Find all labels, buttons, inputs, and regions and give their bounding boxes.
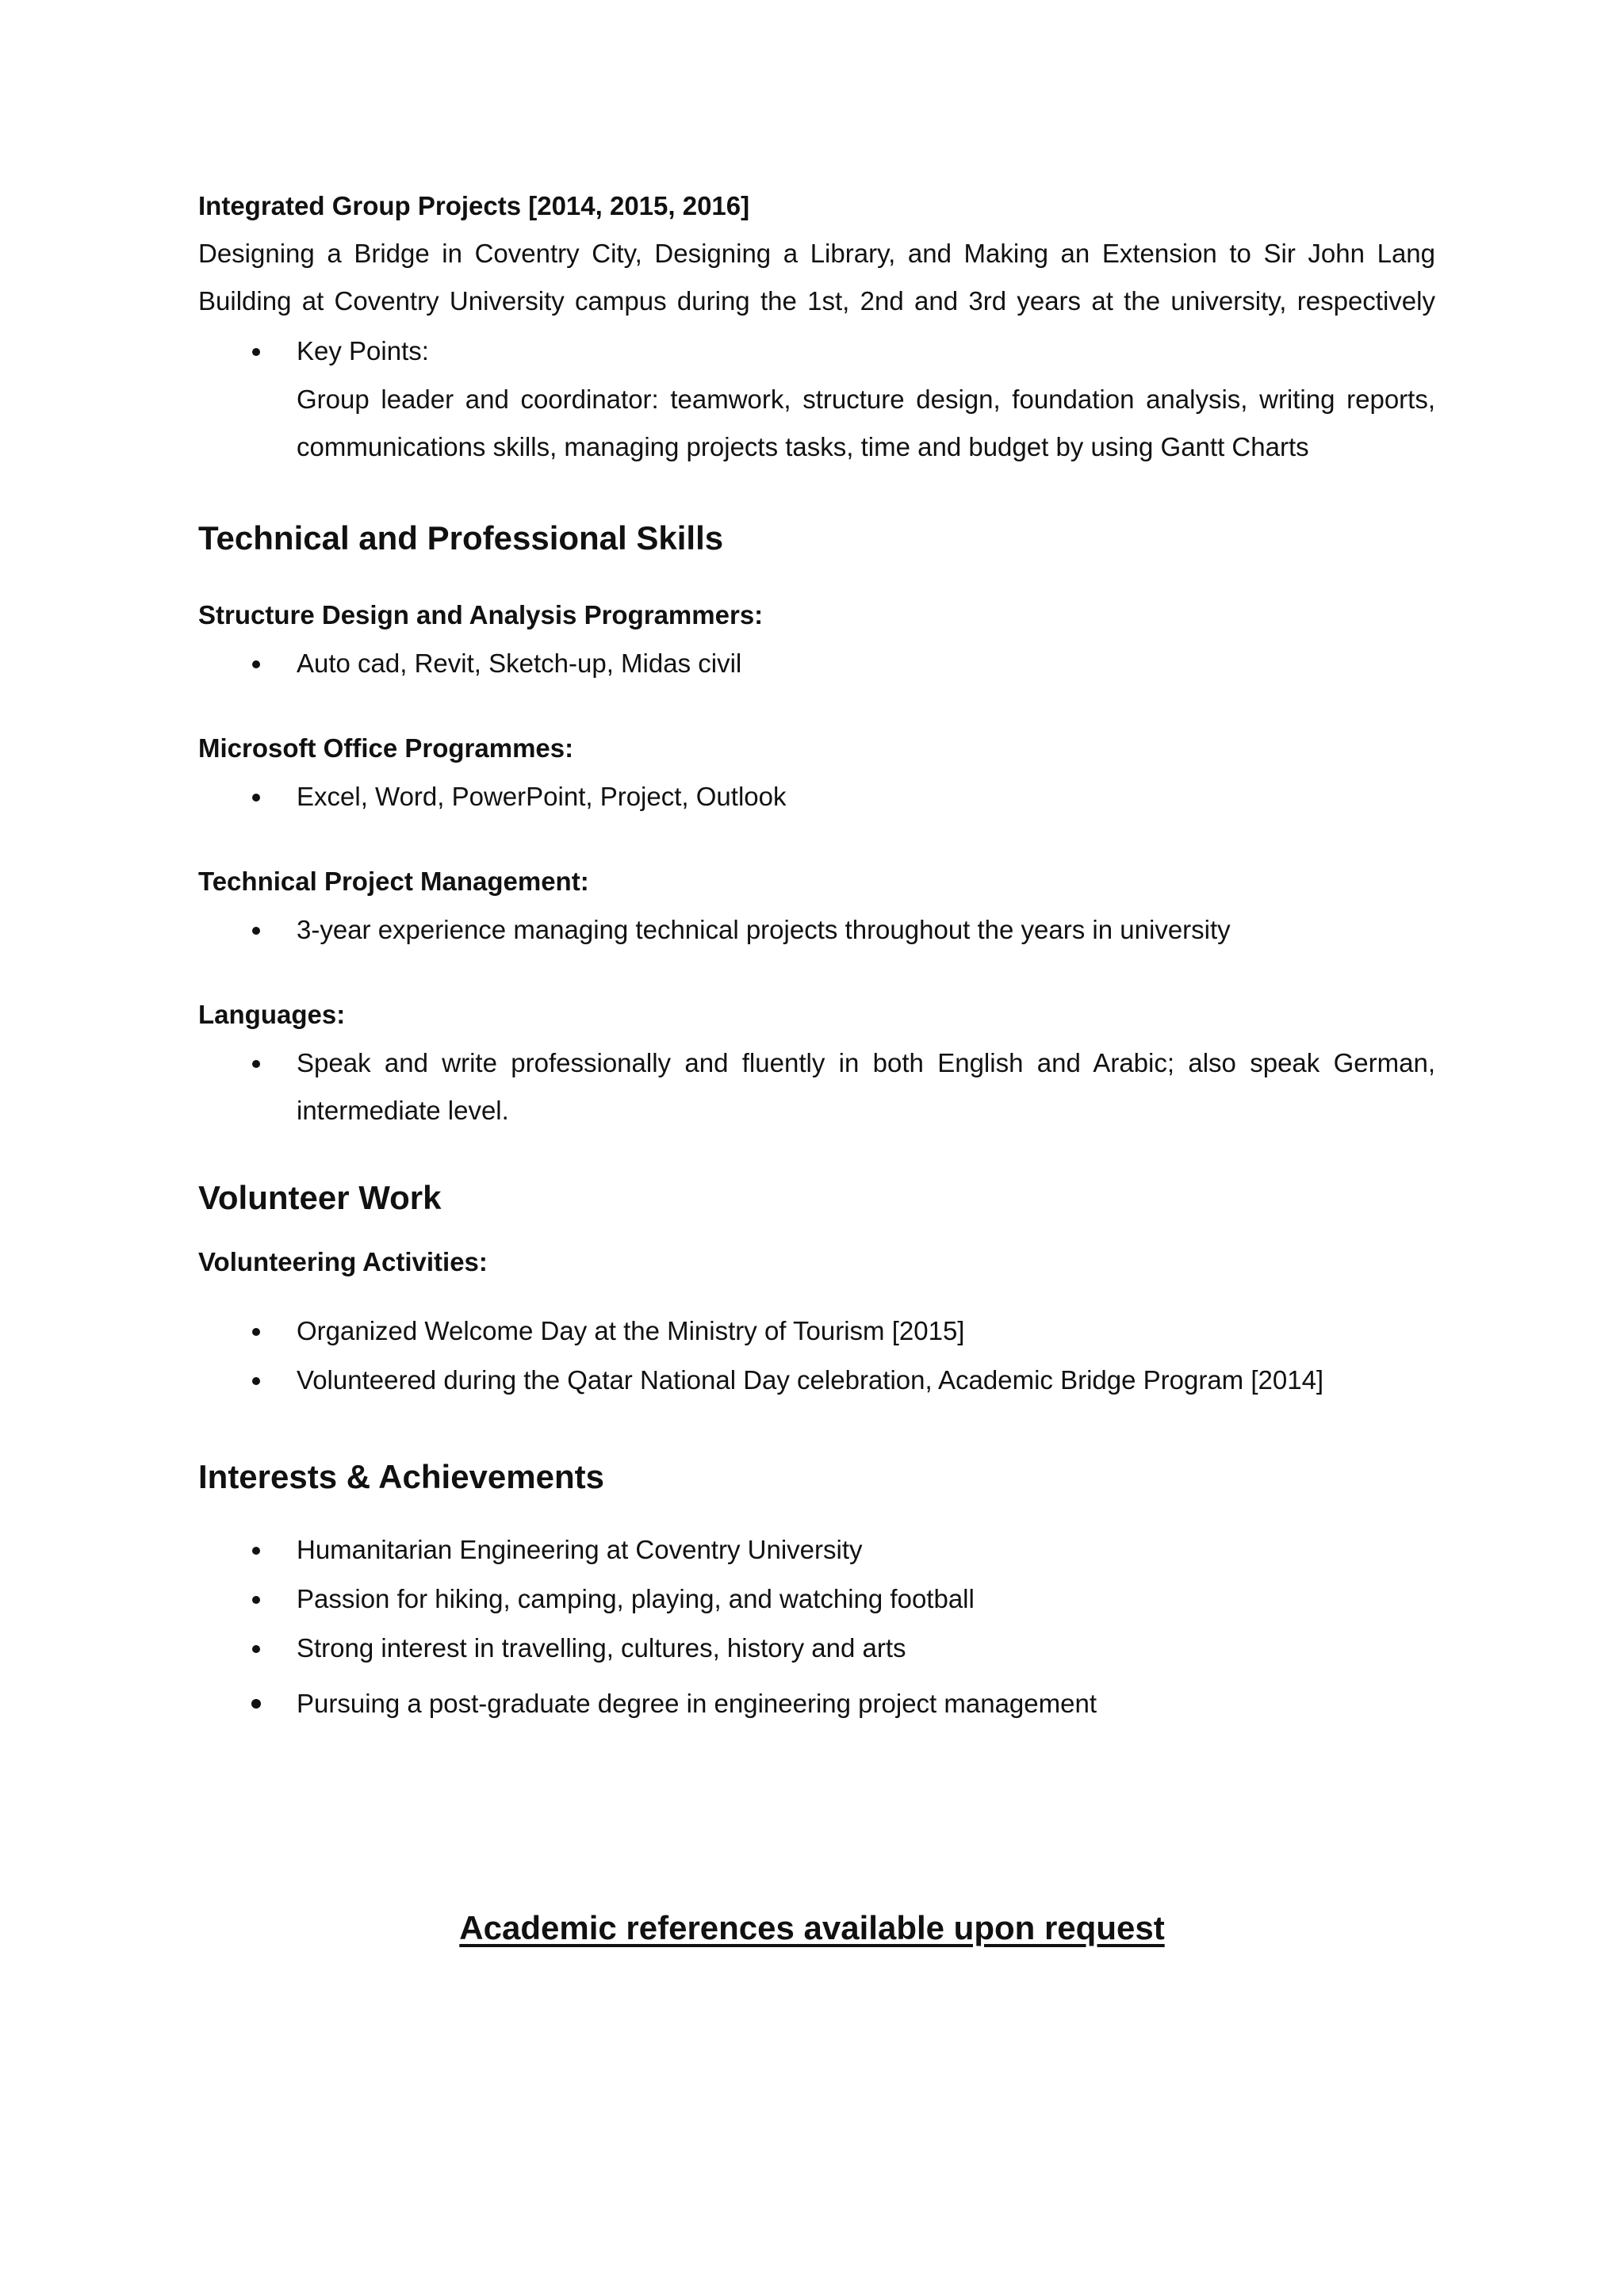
languages-list: [198, 1039, 1435, 1134]
languages-line-2: intermediate level.: [297, 1096, 509, 1125]
bullet-icon: [252, 1547, 260, 1555]
skills-section-title: Technical and Professional Skills: [198, 519, 724, 557]
structure-list: [198, 639, 1435, 688]
interest-item: Strong interest in travelling, cultures, history and arts: [297, 1633, 906, 1663]
volunteer-heading: Volunteering Activities:: [198, 1247, 488, 1276]
interests-list: [198, 1525, 1435, 1728]
list-item: [198, 772, 1435, 821]
projects-key-points-list: [198, 327, 1435, 471]
list-item: [198, 1356, 1435, 1405]
interests-section-title: Interests & Achievements: [198, 1458, 604, 1495]
interest-item: Pursuing a post-graduate degree in engineering project management: [297, 1689, 1097, 1718]
bullet-icon: [251, 1699, 261, 1709]
list-item: [198, 327, 1435, 471]
resume-content: [198, 190, 1435, 1728]
bullet-icon: [252, 1328, 260, 1336]
bullet-icon: [252, 660, 260, 668]
languages-heading: Languages:: [198, 1000, 346, 1029]
office-heading: Microsoft Office Programmes:: [198, 733, 574, 763]
list-item: [198, 1624, 1435, 1673]
bullet-icon: [252, 794, 260, 802]
volunteer-item: Volunteered during the Qatar National Day celebration, Academic Bridge Program [2014]: [297, 1365, 1324, 1395]
office-list: [198, 772, 1435, 821]
bullet-icon: [252, 1377, 260, 1385]
volunteer-list: [198, 1307, 1435, 1405]
volunteer-item: Organized Welcome Day at the Ministry of Tourism [2015]: [297, 1316, 965, 1345]
office-item: Excel, Word, PowerPoint, Project, Outlook: [297, 782, 787, 811]
structure-item: Auto cad, Revit, Sketch-up, Midas civil: [297, 649, 742, 678]
bullet-icon: [252, 927, 260, 935]
management-heading: Technical Project Management:: [198, 867, 589, 896]
volunteer-section-title: Volunteer Work: [198, 1179, 442, 1216]
languages-line-1: Speak and write professionally and fluently in both English and Arabic; also speak German,: [297, 1048, 1435, 1077]
bullet-icon: [252, 1596, 260, 1604]
list-item: [198, 639, 1435, 688]
projects-description-line-2: Building at Coventry University campus during the 1st, 2nd and 3rd years at the university, respectively: [198, 286, 1435, 316]
key-points-label: Key Points:: [297, 336, 429, 365]
references-note: Academic references available upon request: [459, 1909, 1165, 1946]
key-points-line-1: Group leader and coordinator: teamwork, structure design, foundation analysis, writing reports,: [297, 385, 1435, 414]
bullet-icon: [252, 348, 260, 356]
interest-item: Passion for hiking, camping, playing, and watching football: [297, 1584, 975, 1613]
bullet-icon: [252, 1645, 260, 1653]
list-item: [198, 1307, 1435, 1356]
bullet-icon: [252, 1060, 260, 1068]
list-item: [198, 1039, 1435, 1134]
key-points-line-2: communications skills, managing projects tasks, time and budget by using Gantt Charts: [297, 432, 1309, 461]
list-item: [198, 1575, 1435, 1624]
management-item: 3-year experience managing technical projects throughout the years in university: [297, 915, 1231, 944]
projects-description-line-1: Designing a Bridge in Coventry City, Designing a Library, and Making an Extension to Sir John Lang: [198, 239, 1435, 268]
list-item: [198, 1525, 1435, 1575]
management-list: [198, 905, 1435, 955]
references-footer: [0, 1909, 1624, 1947]
structure-heading: Structure Design and Analysis Programmers:: [198, 600, 764, 629]
projects-heading: Integrated Group Projects [2014, 2015, 2016]: [198, 191, 750, 220]
interest-item: Humanitarian Engineering at Coventry University: [297, 1535, 863, 1564]
list-item: [198, 905, 1435, 955]
list-item: [198, 1679, 1435, 1728]
